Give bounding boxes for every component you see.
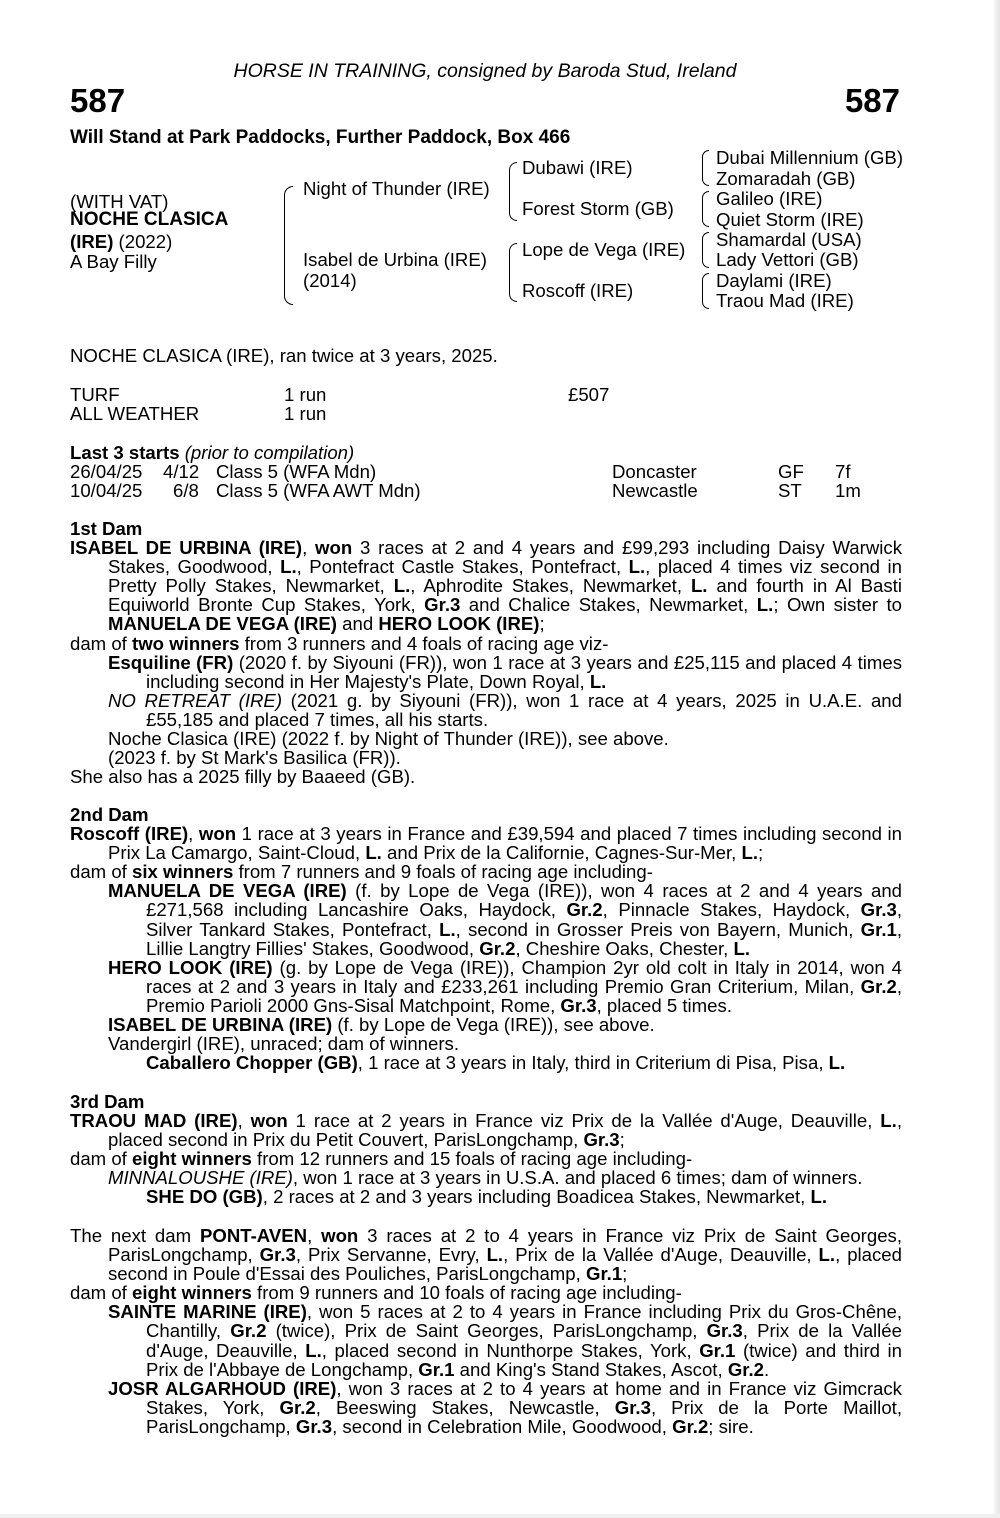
text-segment: 1 race at 2 years in France viz Prix de la Vallée d'Auge, Deauville, bbox=[287, 1110, 881, 1132]
text-segment: , won 3 races at 2 to 4 years at home and in France viz Gimcrack Stakes, York, bbox=[146, 1377, 902, 1418]
pedigree-dam-sire: Lope de Vega (IRE) bbox=[522, 239, 686, 260]
second-dam-heading: 2nd Dam bbox=[70, 804, 149, 825]
next-dam-section bbox=[70, 1226, 902, 1436]
pedigree-brace bbox=[702, 150, 709, 186]
text-segment: , Pinnacle Stakes, Haydock, bbox=[602, 899, 861, 921]
page-bottom-shadow bbox=[0, 1514, 1000, 1518]
pedigree-brace bbox=[509, 162, 517, 221]
listed-tag: L. bbox=[628, 556, 646, 578]
text-segment: , second in Grosser Preis von Bayern, Munich, bbox=[455, 918, 861, 940]
listed-tag: L. bbox=[393, 575, 411, 597]
text-segment: (f. by Lope de Vega (IRE)), won 4 races at 2 and 4 years and £271,568 including Lancashire Oaks, Haydock, bbox=[146, 880, 903, 921]
horse-origin-line bbox=[70, 232, 172, 251]
produce-entry bbox=[70, 881, 902, 957]
pedigree-sire-dam: Forest Storm (GB) bbox=[522, 198, 674, 219]
last-starts-heading bbox=[70, 443, 354, 462]
horse-description: A Bay Filly bbox=[70, 251, 157, 272]
next-dam-record: The next dam PONT-AVEN, won 3 races at 2 to 4 years in France viz Prix de Saint Georges, ParisLongchamp, Gr.3, Prix Servanne, Evry, L., Prix de la Vallée d'Auge, Deauville, L., placed second in Poule d'Essai des Pouliches, ParisLongchamp, Gr.1; bbox=[70, 1225, 902, 1285]
produce-name: HERO LOOK (IRE) bbox=[108, 956, 273, 978]
produce-name: MINNALOUSHE (IRE) bbox=[108, 1167, 293, 1189]
group-tag: Gr.1 bbox=[860, 918, 897, 940]
text-segment: dam of bbox=[70, 861, 133, 883]
pedigree-brace bbox=[702, 273, 709, 309]
text-segment: , won 1 race at 3 years in U.S.A. and placed 6 times; dam of winners. bbox=[292, 1167, 863, 1189]
group-tag: Gr.3 bbox=[614, 1396, 651, 1418]
group-tag: Gr.2 bbox=[479, 937, 516, 959]
text-segment: (twice) and third in Prix de l'Abbaye de Longchamp, bbox=[146, 1339, 902, 1380]
text-segment: , Prix de la Vallée d'Auge, Deauville, bbox=[503, 1244, 819, 1266]
text-segment: from 12 runners and 15 foals of racing age including- bbox=[251, 1148, 693, 1170]
group-tag: Gr.1 bbox=[699, 1339, 736, 1361]
listed-tag: L. bbox=[880, 1110, 897, 1132]
text-segment: , placed 4 times viz second in Pretty Polly Stakes, Newmarket, bbox=[108, 556, 902, 597]
start-going: ST bbox=[778, 480, 802, 501]
text-segment: 3 races at 2 and 4 years and £99,293 including Daisy Warwick Stakes, Goodwood, bbox=[108, 537, 902, 578]
group-tag: Gr.3 bbox=[860, 899, 897, 921]
group-tag: Gr.1 bbox=[585, 1263, 623, 1285]
start-distance: 7f bbox=[835, 461, 851, 482]
second-dam-produce-line bbox=[70, 862, 902, 881]
second-dam-record: Roscoff (IRE), won 1 race at 3 years in France and £39,594 and placed 7 times including second in Prix La Camargo, Saint-Cloud, L. and Prix de la Californie, Cagnes-Sur-Mer, L.; bbox=[70, 823, 902, 864]
text-segment: , placed 5 times. bbox=[596, 994, 732, 1016]
second-dam-section bbox=[70, 805, 902, 1072]
text-segment: , Pontefract Castle Stakes, Pontefract, bbox=[296, 556, 629, 578]
text-segment: ; Own sister to bbox=[773, 594, 902, 616]
text-segment: , second in Celebration Mile, Goodwood, bbox=[332, 1415, 673, 1437]
group-tag: Gr.2 bbox=[566, 899, 603, 921]
produce-entry: Vandergirl (IRE), unraced; dam of winners. bbox=[108, 1033, 460, 1055]
text-segment: , placed second in Prix du Petit Couvert, ParisLongchamp, bbox=[108, 1110, 902, 1151]
pedigree-dam-dam: Roscoff (IRE) bbox=[522, 280, 634, 301]
record-runs: 1 run bbox=[284, 384, 327, 405]
start-distance: 1m bbox=[835, 480, 861, 501]
listed-tag: L. bbox=[486, 1244, 504, 1266]
text-segment: , Beeswing Stakes, Newcastle, bbox=[315, 1396, 615, 1418]
produce-entry: Noche Clasica (IRE) (2022 f. by Night of Thunder (IRE)), see above. bbox=[108, 728, 669, 750]
page-edge-shadow bbox=[994, 0, 1000, 1518]
start-course: Newcastle bbox=[612, 480, 698, 501]
first-dam-also: She also has a 2025 filly by Baaeed (GB). bbox=[70, 766, 416, 788]
text-segment: (twice), Prix de Saint Georges, ParisLongchamp, bbox=[266, 1320, 707, 1342]
group-tag: Gr.3 bbox=[583, 1129, 620, 1151]
text-segment: , Silver Tankard Stakes, Pontefract, bbox=[146, 899, 903, 940]
first-dam-section bbox=[70, 519, 902, 786]
text-segment: , won 5 races at 2 to 4 years in France including Prix du Gros-Chêne, Chantilly, bbox=[146, 1301, 903, 1342]
next-dam-name: PONT-AVEN bbox=[199, 1225, 308, 1246]
start-race: Class 5 (WFA AWT Mdn) bbox=[216, 480, 421, 501]
start-course: Doncaster bbox=[612, 461, 697, 482]
listed-tag: L. bbox=[305, 1339, 322, 1361]
stand-location: Will Stand at Park Paddocks, Further Paddock, Box 466 bbox=[70, 127, 571, 148]
listed-tag: L. bbox=[280, 556, 297, 578]
sibling-name: HERO LOOK (IRE) bbox=[378, 613, 540, 635]
start-race: Class 5 (WFA Mdn) bbox=[216, 461, 377, 482]
pedigree-ssd: Zomaradah (GB) bbox=[716, 168, 856, 189]
text-segment: , 2 races at 2 and 3 years including Boadicea Stakes, Newmarket, bbox=[262, 1186, 811, 1208]
group-tag: Gr.3 bbox=[706, 1320, 743, 1342]
text-segment: dam of bbox=[70, 1282, 133, 1304]
produce-name: ISABEL DE URBINA (IRE) bbox=[108, 1014, 333, 1036]
race-summary: NOCHE CLASICA (IRE), ran twice at 3 years, 2025. bbox=[70, 345, 498, 366]
won-label: won bbox=[250, 1110, 288, 1132]
first-dam-name: ISABEL DE URBINA (IRE) bbox=[70, 537, 303, 559]
pedigree-sire: Night of Thunder (IRE) bbox=[303, 178, 490, 199]
record-runs: 1 run bbox=[284, 403, 327, 424]
produce-entry: (2023 f. by St Mark's Basilica (FR)). bbox=[108, 747, 401, 769]
start-position: 6/8 bbox=[173, 480, 199, 501]
text-segment: from 9 runners and 10 foals of racing age including- bbox=[251, 1282, 682, 1304]
pedigree-brace bbox=[702, 232, 709, 268]
text-segment: from 7 runners and 9 foals of racing age including- bbox=[233, 861, 653, 883]
pedigree-brace bbox=[509, 243, 517, 302]
group-tag: Gr.3 bbox=[295, 1415, 333, 1437]
won-label: won bbox=[198, 823, 237, 845]
text-segment: , Premio Parioli 2000 Gns-Sisal Matchpoint, Rome, bbox=[146, 975, 902, 1016]
start-going: GF bbox=[778, 461, 804, 482]
listed-tag: L. bbox=[439, 918, 456, 940]
produce-name: SHE DO (GB) bbox=[146, 1186, 263, 1208]
horse-name: NOCHE CLASICA bbox=[70, 209, 229, 230]
text-segment: (g. by Lope de Vega (IRE)), Champion 2yr old colt in Italy in 2014, won 4 races at 2 and 3 years in Italy and £233,261 including Premio Gran Criterium, Milan, bbox=[146, 956, 902, 997]
produce-entry bbox=[70, 1168, 902, 1187]
produce-entry bbox=[70, 1302, 902, 1378]
third-dam-record: TRAOU MAD (IRE), won 1 race at 2 years in France viz Prix de la Vallée d'Auge, Deauville, L., placed second in Prix du Petit Couvert, ParisLongchamp, Gr.3; bbox=[70, 1110, 902, 1151]
lot-number-right: 587 bbox=[844, 82, 900, 119]
produce-entry bbox=[70, 1379, 902, 1436]
produce-entry bbox=[70, 653, 902, 691]
winners-count: eight winners bbox=[132, 1282, 252, 1304]
text-segment: , Cheshire Oaks, Chester, bbox=[515, 937, 734, 959]
text-segment: (f. by Lope de Vega (IRE)), see above. bbox=[332, 1014, 655, 1036]
pedigree-dds: Daylami (IRE) bbox=[716, 270, 832, 291]
text-segment: ; bbox=[758, 842, 764, 864]
produce-name: MANUELA DE VEGA (IRE) bbox=[108, 880, 347, 902]
text-segment: , Prix Servanne, Evry, bbox=[295, 1244, 487, 1266]
text-segment: and Chalice Stakes, Newmarket, bbox=[460, 594, 757, 616]
won-label: won bbox=[321, 1225, 359, 1246]
group-tag: Gr.2 bbox=[860, 975, 897, 997]
next-dam-produce-line bbox=[70, 1283, 902, 1302]
produce-entry bbox=[70, 1015, 902, 1034]
listed-tag: L. bbox=[365, 842, 382, 864]
sibling-name: MANUELA DE VEGA (IRE) bbox=[108, 613, 337, 635]
pedigree-dsd: Lady Vettori (GB) bbox=[716, 249, 859, 270]
pedigree-ddd: Traou Mad (IRE) bbox=[716, 290, 854, 311]
listed-tag: L. bbox=[589, 670, 607, 692]
listed-tag: L. bbox=[733, 937, 751, 959]
winners-count: eight winners bbox=[132, 1148, 252, 1170]
text-segment: (2021 g. by Siyouni (FR)), won 1 race at 4 years, 2025 in U.A.E. and £55,185 and placed 7 times, all his starts. bbox=[146, 689, 902, 730]
last-starts-subtitle: (prior to compilation) bbox=[179, 442, 355, 463]
text-segment: , Prix de la Vallée d'Auge, Deauville, bbox=[146, 1320, 902, 1361]
start-date: 26/04/25 bbox=[70, 461, 143, 482]
third-dam-heading: 3rd Dam bbox=[70, 1091, 145, 1112]
last-starts-title: Last 3 starts bbox=[70, 442, 180, 463]
text-segment: from 3 runners and 4 foals of racing age viz- bbox=[239, 632, 609, 654]
first-dam-record: ISABEL DE URBINA (IRE), won 3 races at 2 and 4 years and £99,293 including Daisy Warwick Stakes, Goodwood, L., Pontefract Castle Stakes, Pontefract, L., placed 4 times viz second in Pretty Polly Stakes, Newmarket, L., Aphrodite Stakes, Newmarket, L. and fourth in Al Basti Equiworld Bronte Cup Stakes, York, Gr.3 and Chalice Stakes, Newmarket, L.; Own sister to MANUELA DE VEGA (IRE) and HERO LOOK (IRE); bbox=[70, 537, 902, 635]
listed-tag: L. bbox=[810, 1186, 828, 1208]
winners-count: two winners bbox=[132, 632, 240, 654]
record-surface: TURF bbox=[70, 384, 120, 405]
group-tag: Gr.2 bbox=[672, 1415, 709, 1437]
text-segment: , Aphrodite Stakes, Newmarket, bbox=[410, 575, 691, 597]
vat-note: (WITH VAT) bbox=[70, 191, 169, 212]
text-segment: and King's Stand Stakes, Ascot, bbox=[454, 1358, 728, 1380]
text-segment: , placed second in Poule d'Essai des Pouliches, ParisLongchamp, bbox=[108, 1244, 902, 1285]
text-segment: and fourth in Al Basti Equiworld Bronte Cup Stakes, York, bbox=[108, 575, 902, 616]
group-tag: Gr.3 bbox=[424, 594, 461, 616]
text-segment: , 1 race at 3 years in Italy, third in Criterium di Pisa, Pisa, bbox=[357, 1052, 829, 1074]
produce-entry bbox=[70, 691, 902, 729]
listed-tag: L. bbox=[828, 1052, 846, 1074]
text-segment: and Prix de la Californie, Cagnes-Sur-Mer, bbox=[381, 842, 742, 864]
text-segment: ; bbox=[619, 1129, 625, 1151]
produce-entry bbox=[70, 958, 902, 1015]
pedigree-sss: Dubai Millennium (GB) bbox=[716, 147, 904, 168]
first-dam-heading: 1st Dam bbox=[70, 518, 143, 539]
text-segment: ; bbox=[539, 613, 545, 635]
group-tag: Gr.2 bbox=[230, 1320, 267, 1342]
pedigree-brace bbox=[702, 191, 709, 227]
text-segment: , Lillie Langtry Fillies' Stakes, Goodwood, bbox=[146, 918, 902, 959]
text-segment: 3 races at 2 to 4 years in France viz Prix de Saint Georges, ParisLongchamp, bbox=[108, 1225, 902, 1266]
third-dam-name: TRAOU MAD (IRE) bbox=[70, 1110, 238, 1132]
text-segment: , placed second in Nunthorpe Stakes, York, bbox=[321, 1339, 700, 1361]
second-dam-name: Roscoff (IRE) bbox=[70, 823, 189, 845]
pedigree-dss: Shamardal (USA) bbox=[716, 229, 862, 250]
lot-number-left: 587 bbox=[70, 82, 126, 119]
produce-name: Caballero Chopper (GB) bbox=[146, 1052, 358, 1074]
produce-entry bbox=[70, 1187, 902, 1206]
third-dam-section bbox=[70, 1092, 902, 1207]
next-dam-heading: The next dam bbox=[70, 1225, 192, 1246]
listed-tag: L. bbox=[741, 842, 759, 864]
record-prize: £507 bbox=[568, 384, 610, 405]
group-tag: Gr.3 bbox=[259, 1244, 296, 1266]
first-dam-produce-line bbox=[70, 634, 902, 653]
consignment-heading: HORSE IN TRAINING, consigned by Baroda Stud, Ireland bbox=[233, 60, 737, 82]
group-tag: Gr.2 bbox=[727, 1358, 764, 1380]
text-segment: , Prix de la Porte Maillot, ParisLongchamp, bbox=[146, 1396, 902, 1437]
text-segment: and bbox=[336, 613, 379, 635]
listed-tag: L. bbox=[818, 1244, 836, 1266]
text-segment: ; sire. bbox=[708, 1415, 754, 1437]
group-tag: Gr.3 bbox=[560, 994, 597, 1016]
pedigree-dam-year: (2014) bbox=[303, 270, 357, 291]
third-dam-produce-line bbox=[70, 1149, 902, 1168]
produce-name: NO RETREAT (IRE) bbox=[108, 689, 283, 711]
pedigree-sire-sire: Dubawi (IRE) bbox=[522, 157, 633, 178]
pedigree-brace bbox=[284, 186, 293, 305]
text-segment: dam of bbox=[70, 1148, 133, 1170]
produce-name: JOSR ALGARHOUD (IRE) bbox=[108, 1377, 337, 1399]
pedigree-sds: Galileo (IRE) bbox=[716, 188, 823, 209]
pedigree-dam: Isabel de Urbina (IRE) bbox=[303, 249, 487, 270]
pedigree-sdd: Quiet Storm (IRE) bbox=[716, 209, 864, 230]
record-surface: ALL WEATHER bbox=[70, 403, 200, 424]
produce-name: Esquiline (FR) bbox=[108, 651, 234, 673]
produce-name: SAINTE MARINE (IRE) bbox=[108, 1301, 307, 1323]
text-segment: (2020 f. by Siyouni (FR)), won 1 race at 3 years and £25,115 and placed 4 times including second in Her Majesty's Plate, Down Royal, bbox=[146, 651, 902, 692]
listed-tag: L. bbox=[756, 594, 774, 616]
text-segment: . bbox=[764, 1358, 770, 1380]
winners-count: six winners bbox=[132, 861, 234, 883]
text-segment: dam of bbox=[70, 632, 133, 654]
group-tag: Gr.2 bbox=[279, 1396, 316, 1418]
produce-entry bbox=[70, 1053, 902, 1072]
horse-year: (2022) bbox=[113, 231, 173, 252]
start-date: 10/04/25 bbox=[70, 480, 143, 501]
horse-country: (IRE) bbox=[70, 231, 114, 252]
text-segment: ; bbox=[622, 1263, 628, 1285]
start-position: 4/12 bbox=[163, 461, 200, 482]
text-segment: 1 race at 3 years in France and £39,594 and placed 7 times including second in Prix La Camargo, Saint-Cloud, bbox=[108, 823, 902, 864]
group-tag: Gr.1 bbox=[418, 1358, 455, 1380]
listed-tag: L. bbox=[690, 575, 708, 597]
won-label: won bbox=[315, 537, 353, 559]
